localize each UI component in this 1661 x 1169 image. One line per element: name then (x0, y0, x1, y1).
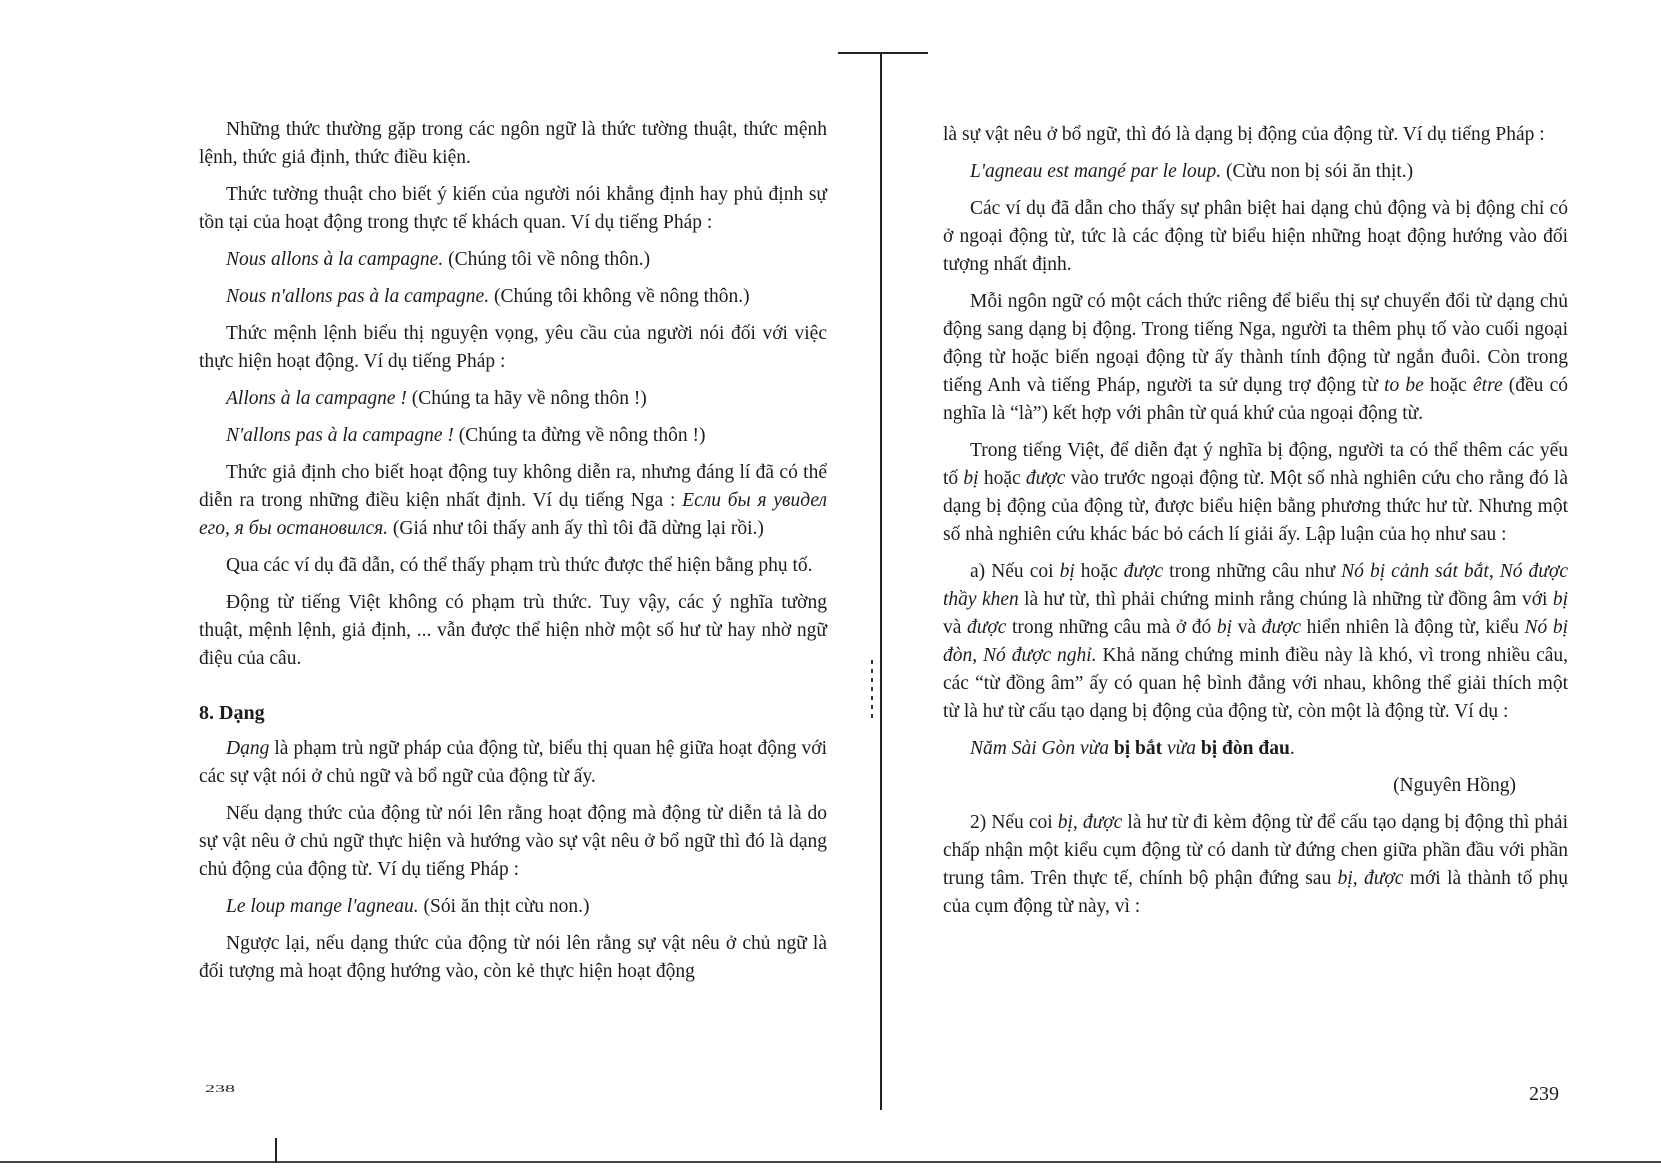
example (199, 893, 827, 921)
paragraph: Trong tiếng Việt, để diễn đạt ý nghĩa bị động, người ta có thể thêm các yếu tố bị hoặc được vào trước ngoại động từ. Một số nhà nghiên cứu cho rằng đó là dạng bị động của động từ, được biểu hiện bằng phương thức hư từ. Nhưng một số nhà nghiên cứu khác bác bỏ cách lí giải ấy. Lập luận của họ như sau : (943, 440, 1569, 545)
paragraph: Thức giả định cho biết hoạt động tuy không diễn ra, nhưng đáng lí đã có thể diễn ra trong những điều kiện nhất định. Ví dụ tiếng Nga : Если бы я увидел его, я бы остановился. (Giá như tôi thấy anh ấy thì tôi đã dừng lại rồi.) (199, 462, 827, 539)
spine-binding-marks (871, 660, 873, 720)
book-spine (880, 52, 882, 1110)
page-number: 239 (1529, 1083, 1559, 1105)
example (199, 283, 827, 311)
french-phrase: Nous allons à la campagne. (226, 249, 444, 270)
example (199, 422, 827, 450)
translation: (Chúng ta đừng về nông thôn !) (453, 425, 706, 446)
paragraph: Thức mệnh lệnh biểu thị nguyện vọng, yêu cầu của người nói đối với việc thực hiện hoạt động. Ví dụ tiếng Pháp : (199, 323, 827, 372)
section-heading: 8. Dạng (199, 702, 265, 724)
right-page-text (943, 121, 1568, 930)
left-page-text (199, 116, 827, 995)
page-number: 238 (205, 1083, 235, 1095)
paragraph: Nếu dạng thức của động từ nói lên rằng hoạt động mà động từ diễn tả là do sự vật nêu ở chủ ngữ thực hiện và hướng vào sự vật nêu ở bổ ngữ thì đó là dạng chủ động của động từ. Ví dụ tiếng Pháp : (199, 803, 827, 880)
paragraph: Dạng là phạm trù ngữ pháp của động từ, biểu thị quan hệ giữa hoạt động với các sự vật nói ở chủ ngữ và bổ ngữ của động từ ấy. (199, 738, 827, 787)
translation: (Sói ăn thịt cừu non.) (418, 896, 590, 917)
paragraph: Các ví dụ đã dẫn cho thấy sự phân biệt hai dạng chủ động và bị động chỉ có ở ngoại động từ, tức là các động từ biểu hiện những hoạt động hướng vào đối tượng nhất định. (943, 198, 1568, 275)
paragraph: a) Nếu coi bị hoặc được trong những câu như Nó bị cảnh sát bắt, Nó được thầy khen là hư từ, thì phải chứng minh rằng chúng là những từ đồng âm với bị và được trong những câu mà ở đó bị và được hiển nhiên là động từ, kiểu Nó bị đòn, Nó được nghỉ. Khả năng chứng minh điều này là khó, vì trong nhiều câu, các “từ đồng âm” ấy có quan hệ bình đẳng với nhau, không thể giải thích một từ là hư từ cấu tạo dạng bị động của động từ, còn một là động từ. Ví dụ : (943, 561, 1568, 722)
term: Dạng (226, 738, 270, 759)
french-phrase: Allons à la campagne ! (226, 388, 407, 409)
translation: (Chúng tôi về nông thôn.) (443, 249, 651, 270)
example (199, 385, 827, 413)
french-phrase: Le loup mange l'agneau. (226, 896, 419, 917)
example (943, 158, 1568, 186)
french-phrase: L'agneau est mangé par le loup. (970, 161, 1222, 182)
paragraph: Động từ tiếng Việt không có phạm trù thức. Tuy vậy, các ý nghĩa tường thuật, mệnh lệnh, giả định, ... vẫn được thể hiện nhờ một số hư từ hay nhờ ngữ điệu của câu. (199, 592, 827, 669)
french-phrase: N'allons pas à la campagne ! (226, 425, 454, 446)
paragraph: Thức tường thuật cho biết ý kiến của người nói khẳng định hay phủ định sự tồn tại của hoạt động trong thực tế khách quan. Ví dụ tiếng Pháp : (199, 184, 827, 233)
example (199, 246, 827, 274)
paragraph: Mỗi ngôn ngữ có một cách thức riêng để biểu thị sự chuyển đổi từ dạng chủ động sang dạng bị động. Trong tiếng Nga, người ta thêm phụ tố vào cuối ngoại động từ hoặc biến ngoại động từ ấy thành tính động từ ngắn đuôi. Còn trong tiếng Anh và tiếng Pháp, người ta sử dụng trợ động từ to be hoặc être (đều có nghĩa là “là”) kết hợp với phân từ quá khứ của ngoại động từ. (943, 291, 1568, 424)
right-page (890, 0, 1661, 1169)
translation: (Cừu non bị sói ăn thịt.) (1221, 161, 1414, 182)
paragraph: là sự vật nêu ở bổ ngữ, thì đó là dạng bị động của động từ. Ví dụ tiếng Pháp : (943, 124, 1545, 145)
translation: (Chúng ta hãy về nông thôn !) (406, 388, 647, 409)
paragraph: 2) Nếu coi bị, được là hư từ đi kèm động từ để cấu tạo dạng bị động thì phải chấp nhận một kiểu cụm động từ có danh từ đứng chen giữa phần đầu với phần trung tâm. Trên thực tế, chính bộ phận đứng sau bị, được mới là thành tố phụ của cụm động từ này, vì : (943, 812, 1568, 917)
paragraph: Ngược lại, nếu dạng thức của động từ nói lên rằng sự vật nêu ở chủ ngữ là đối tượng mà hoạt động hướng vào, còn kẻ thực hiện hoạt động (199, 933, 827, 982)
translation: (Chúng tôi không về nông thôn.) (489, 286, 750, 307)
paragraph: Qua các ví dụ đã dẫn, có thể thấy phạm trù thức được thể hiện bằng phụ tố. (226, 555, 813, 576)
russian-phrase: Если бы я увидел его, я бы остановился. (199, 490, 827, 539)
paragraph: Những thức thường gặp trong các ngôn ngữ là thức tường thuật, thức mệnh lệnh, thức giả định, thức điều kiện. (199, 119, 827, 168)
french-phrase: Nous n'allons pas à la campagne. (226, 286, 490, 307)
literary-quote: Năm Sài Gòn vừa bị bắt vừa bị đòn đau. (970, 738, 1295, 759)
quote-attribution: (Nguyên Hồng) (1393, 775, 1516, 796)
